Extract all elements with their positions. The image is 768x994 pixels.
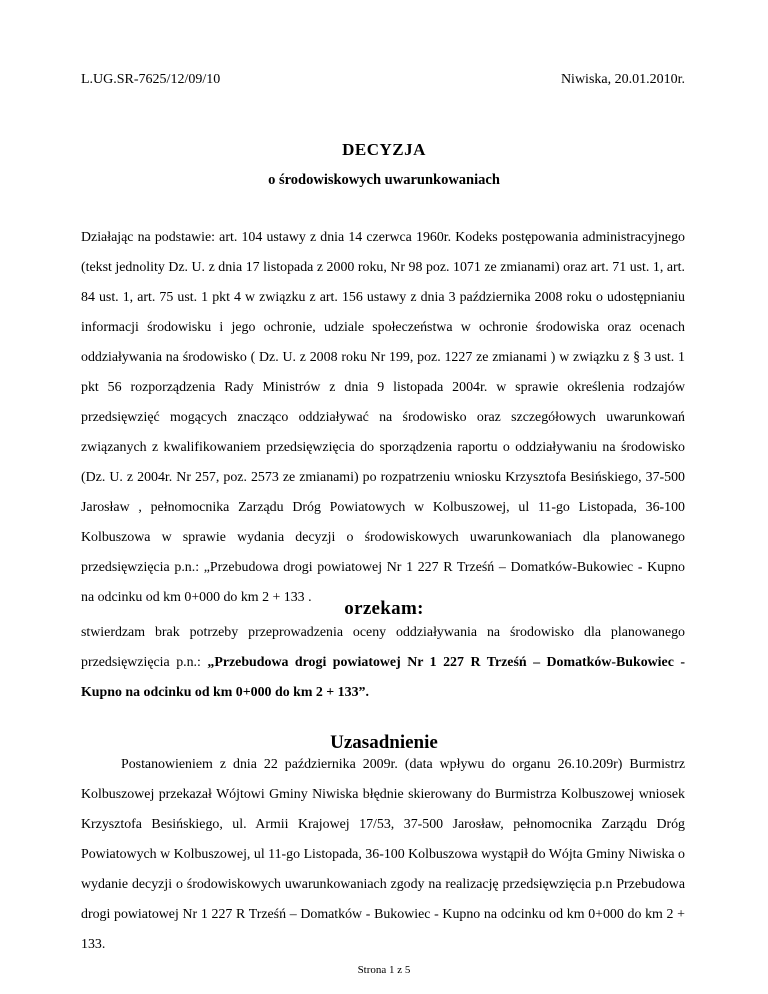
document-title: DECYZJA: [342, 140, 426, 159]
decision-heading: orzekam:: [344, 598, 424, 619]
decision-project-name: „Przebudowa drogi powiatowej Nr 1 227 R Trześń – Domatków-Bukowiec - Kupno na odcinku od km 0+000 do km 2 + 133”.: [81, 655, 685, 700]
reference-number: L.UG.SR-7625/12/09/10: [81, 72, 221, 87]
legal-basis-paragraph: Działając na podstawie: art. 104 ustawy z dnia 14 czerwca 1960r. Kodeks postępowania administracyjnego (tekst jednolity Dz. U. z dnia 17 listopada z 2000 roku, Nr 98 poz. 1071 ze zmianami) oraz art. 71 ust. 1, art. 84 ust. 1, art. 75 ust. 1 pkt 4 w związku z art. 156 ustawy z dnia 3 października 2008 roku o udostępnianiu informacji środowisku i jego ochronie, udziale społeczeństwa w ochronie środowiska oraz ocenach oddziaływania na środowisko ( Dz. U. z 2008 roku Nr 199, poz. 1227 ze zmianami ) w związku z § 3 ust. 1 pkt 56 rozporządzenia Rady Ministrów z dnia 9 listopada 2004r. w sprawie określenia rodzajów przedsięwzięć mogących znacząco oddziaływać na środowisko oraz szczegółowych uwarunkowań związanych z kwalifikowaniem przedsięwzięcia do sporządzenia raportu o oddziaływaniu na środowisko (Dz. U. z 2004r. Nr 257, poz. 2573 ze zmianami) po rozpatrzeniu wniosku Krzysztofa Besińskiego, 37-500 Jarosław , pełnomocnika Zarządu Dróg Powiatowych w Kolbuszowej, ul 11-go Listopada, 36-100 Kolbuszowa w sprawie wydania decyzji o środowiskowych uwarunkowaniach dla planowanego przedsięwzięcia p.n.: „Przebudowa drogi powiatowej Nr 1 227 R Trześń – Domatków-Bukowiec - Kupno na odcinku od km 0+000 do km 2 + 133 .: [81, 230, 685, 605]
justification-heading: Uzasadnienie: [330, 732, 438, 753]
decision-paragraph: [81, 618, 685, 708]
document-subtitle: o środowiskowych uwarunkowaniach: [268, 172, 500, 188]
decision-text: stwierdzam brak potrzeby przeprowadzenia oceny oddziaływania na środowisko dla planowanego przedsięwzięcia p.n.:: [81, 625, 685, 670]
justification-paragraph: Postanowieniem z dnia 22 października 2009r. (data wpływu do organu 26.10.209r) Burmistrz Kolbuszowej przekazał Wójtowi Gminy Niwiska błędnie skierowany do Burmistrza Kolbuszowej wniosek Krzysztofa Besińskiego, ul. Armii Krajowej 17/53, 37-500 Jarosław, pełnomocnika Zarządu Dróg Powiatowych w Kolbuszowej, ul 11-go Listopada, 36-100 Kolbuszowa wystąpił do Wójta Gminy Niwiska o wydanie decyzji o środowiskowych uwarunkowaniach zgody na realizację przedsięwzięcia p.n Przebudowa drogi powiatowej Nr 1 227 R Trześń – Domatków - Bukowiec - Kupno na odcinku od km 0+000 do km 2 + 133.: [81, 757, 685, 952]
page-footer: Strona 1 z 5: [357, 964, 411, 976]
place-and-date: Niwiska, 20.01.2010r.: [560, 72, 685, 87]
